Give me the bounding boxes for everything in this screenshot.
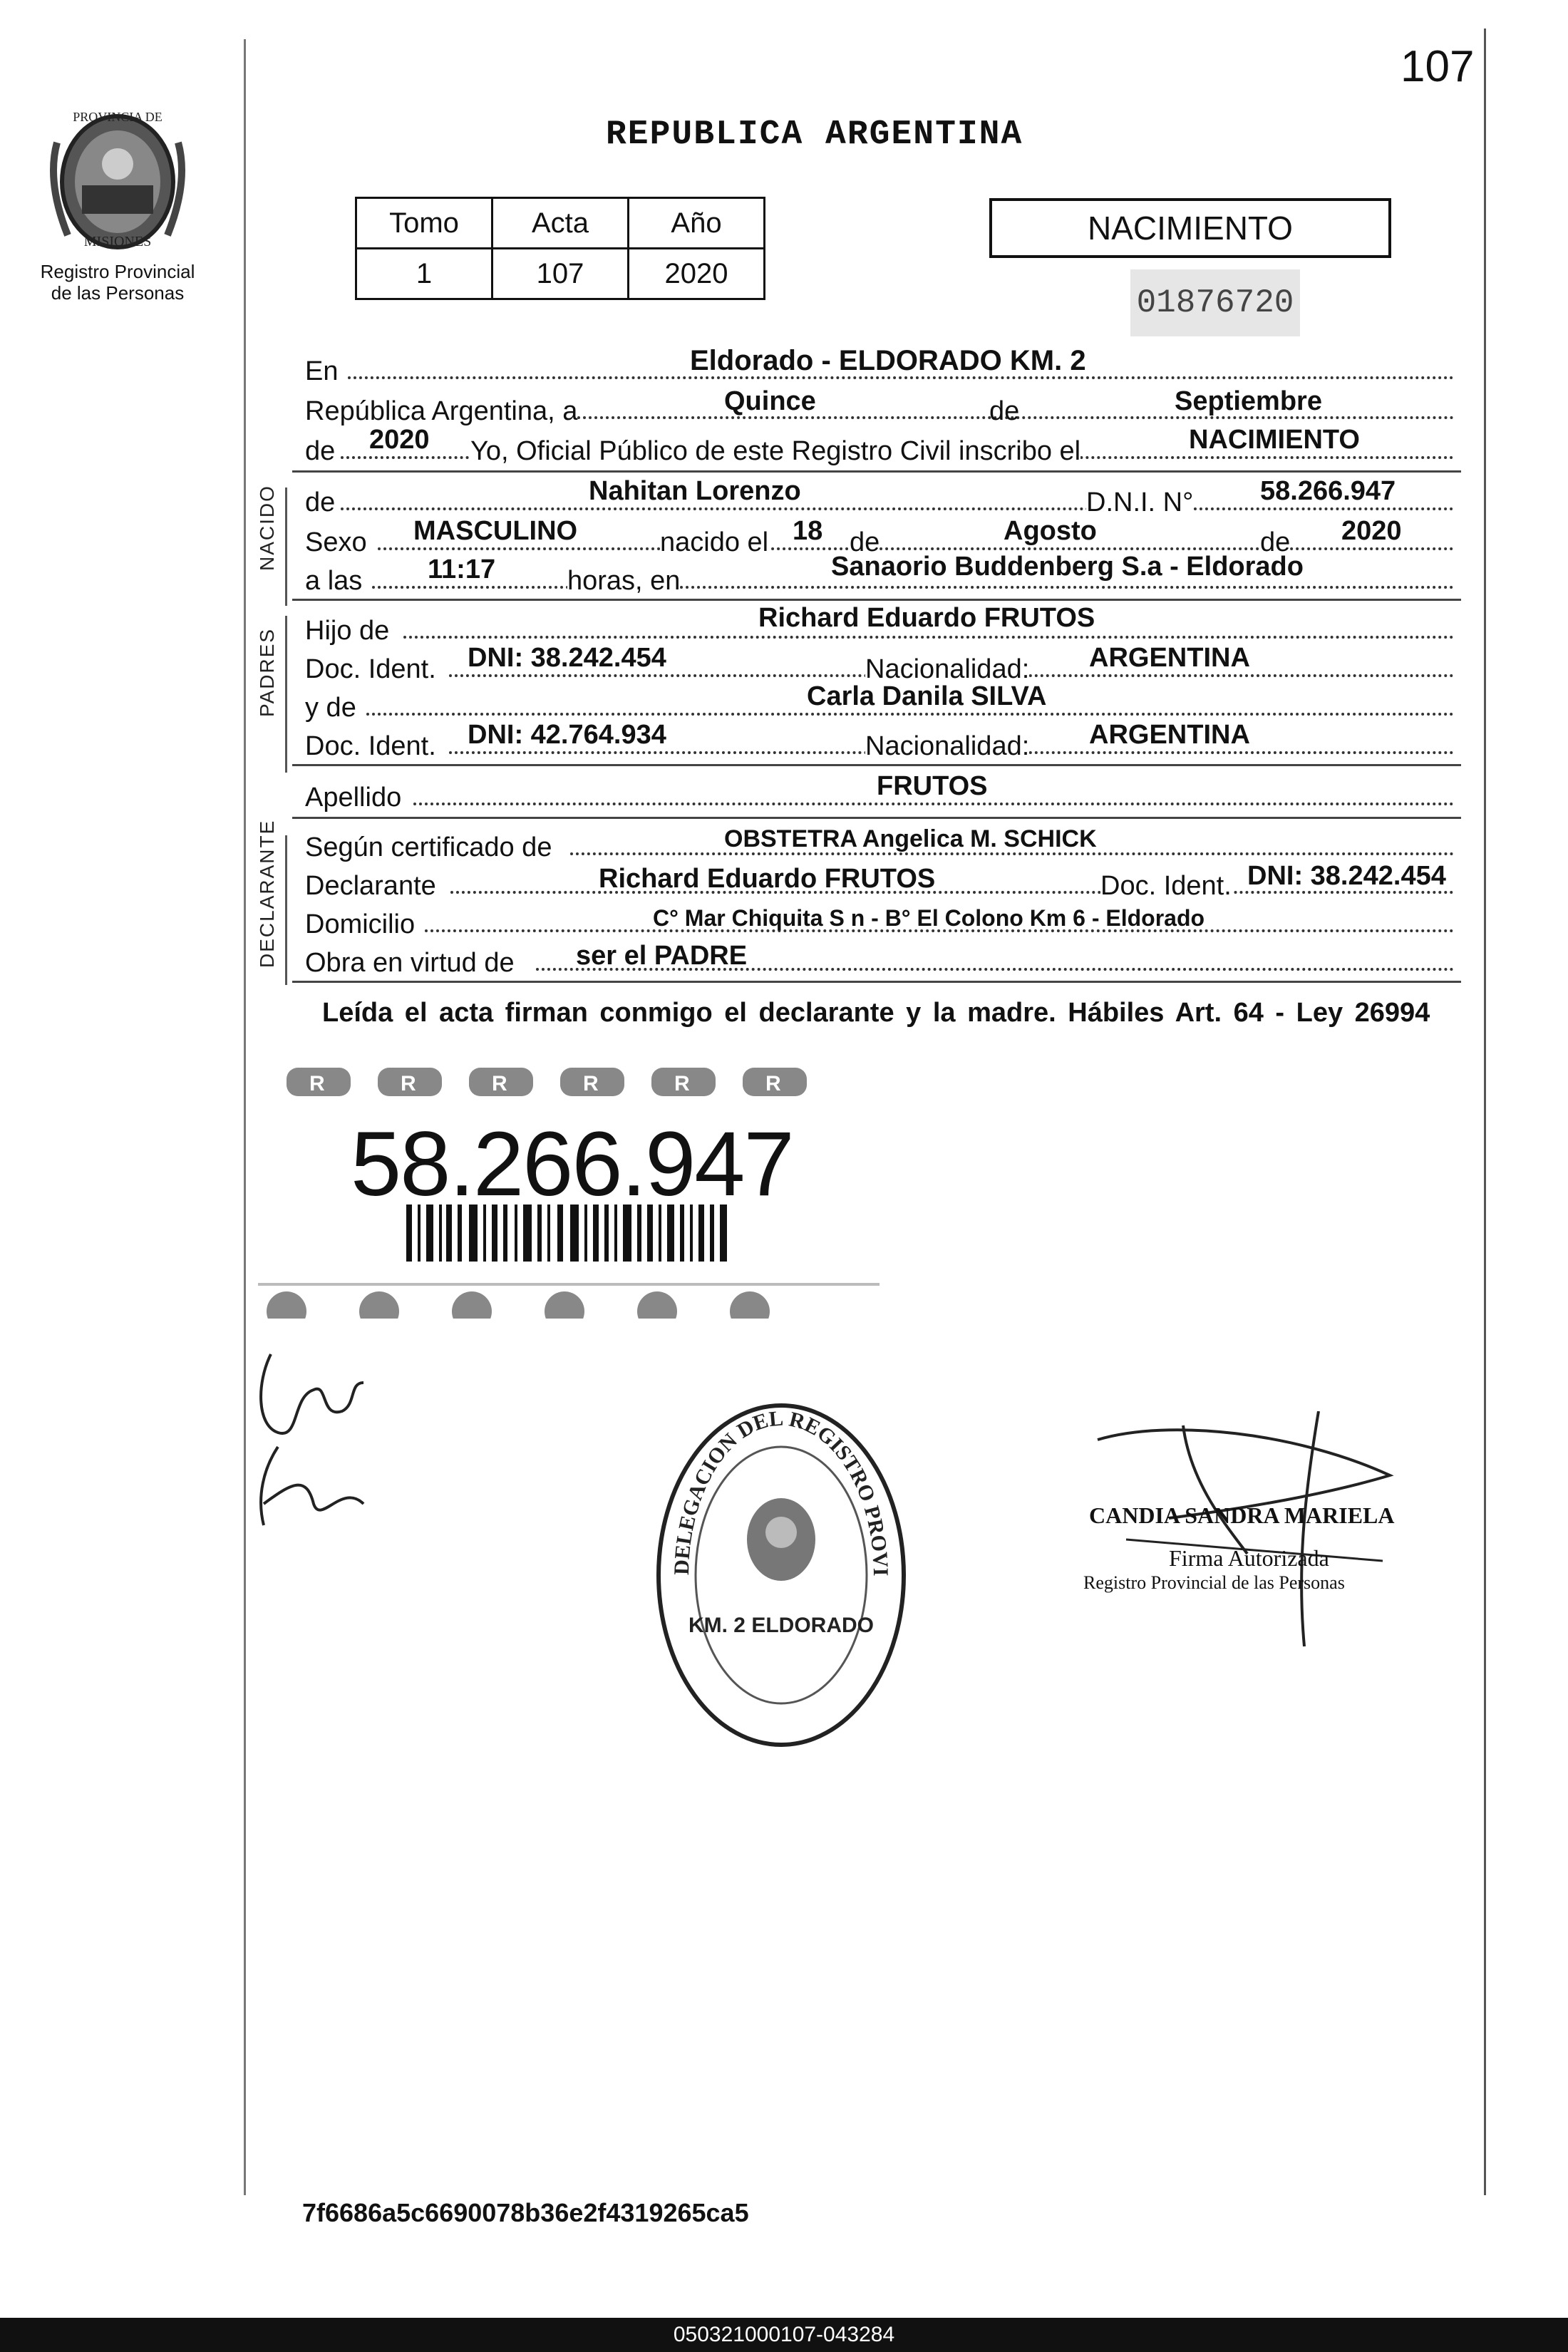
nacido-name: Nahitan Lorenzo: [589, 476, 801, 506]
father-nationality: ARGENTINA: [1089, 643, 1250, 673]
table-header-tomo: Tomo: [356, 198, 492, 249]
mother-nat-label: Nacionalidad:: [865, 731, 1030, 761]
padres-section-label: PADRES: [256, 627, 278, 717]
mother-name: Carla Danila SILVA: [807, 681, 1047, 711]
record-type-box: NACIMIENTO: [989, 198, 1391, 258]
serial-stamp: 01876720: [1130, 269, 1300, 336]
segun-label: Según certificado de: [305, 832, 552, 862]
sexo-value: MASCULINO: [413, 516, 578, 546]
dni-sticker: [258, 1055, 880, 1319]
day-value: Quince: [724, 386, 816, 416]
dotted-line: [378, 547, 1454, 550]
father-doc-label: Doc. Ident.: [305, 654, 436, 684]
section-rule: [292, 764, 1461, 766]
de2-label: de: [305, 436, 336, 466]
father-doc: DNI: 38.242.454: [468, 643, 666, 673]
birth-month: Agosto: [1004, 516, 1097, 546]
table-value-anio: 2020: [629, 249, 765, 299]
sexo-label: Sexo: [305, 527, 367, 557]
declarant-signature: [249, 1340, 378, 1539]
mother-nationality: ARGENTINA: [1089, 720, 1250, 750]
domicilio-value: C° Mar Chiquita S n - B° El Colono Km 6 - Eldorado: [653, 905, 1205, 931]
logo-bottom-text: MISIONES: [83, 234, 152, 249]
declarante-section-label: DECLARANTE: [256, 819, 278, 968]
dotted-line: [341, 507, 1454, 510]
svg-text:R: R: [674, 1072, 690, 1095]
official-org: Registro Provincial de las Personas: [1083, 1572, 1345, 1593]
section-rule: [292, 817, 1461, 819]
left-margin-line: [244, 39, 246, 2195]
registry-seal: [646, 1397, 917, 1753]
mother-doc: DNI: 42.764.934: [468, 720, 666, 750]
dotted-line: [366, 713, 1454, 716]
nacido-de-label: de: [305, 488, 336, 517]
registry-org-line1: Registro Provincial: [40, 261, 195, 282]
document-hash: 7f6686a5c6690078b36e2f4319265ca5: [302, 2198, 749, 2227]
dni-value: 58.266.947: [1260, 476, 1396, 506]
en-value: Eldorado - ELDORADO KM. 2: [690, 345, 1086, 376]
birth-time: 11:17: [428, 555, 496, 584]
table-value-tomo: 1: [356, 249, 492, 299]
footer-code: 050321000107-043284: [673, 2323, 895, 2346]
year-value: 2020: [369, 425, 430, 455]
month-value: Septiembre: [1175, 386, 1322, 416]
registry-org-name: [21, 261, 214, 304]
nacido-el-label: nacido el: [660, 527, 769, 557]
segun-value: OBSTETRA Angelica M. SCHICK: [724, 825, 1097, 852]
mother-doc-label: Doc. Ident.: [305, 731, 436, 761]
declarante-name: Richard Eduardo FRUTOS: [599, 864, 936, 894]
birth-de-label: de: [850, 527, 880, 557]
table-header-anio: Año: [629, 198, 765, 249]
dotted-line: [372, 586, 1454, 589]
record-table: [355, 197, 765, 300]
footer-bar: [0, 2318, 1568, 2352]
svg-text:R: R: [583, 1072, 599, 1095]
oficial-text: Yo, Oficial Público de este Registro Civil inscribo el: [470, 436, 1081, 466]
de-label: de: [989, 396, 1020, 426]
nacido-bracket: [285, 488, 287, 606]
en-label: En: [305, 356, 339, 386]
table-header-acta: Acta: [492, 198, 629, 249]
nacido-section-label: NACIDO: [256, 485, 278, 571]
declarante-doc: DNI: 38.242.454: [1247, 861, 1446, 891]
closing-text: Leída el acta firman conmigo el declarante y la madre. Hábiles Art. 64 - Ley 26994: [322, 998, 1430, 1028]
obra-label: Obra en virtud de: [305, 948, 515, 978]
logo-top-text: PROVINCIA DE: [73, 110, 163, 124]
yde-label: y de: [305, 693, 356, 723]
birth-place: Sanaorio Buddenberg S.a - Eldorado: [831, 552, 1304, 582]
hijo-label: Hijo de: [305, 616, 390, 646]
domicilio-label: Domicilio: [305, 909, 416, 939]
right-margin-line: [1484, 29, 1486, 2195]
seal-inner-text: KM. 2 ELDORADO: [688, 1614, 875, 1637]
table-value-acta: 107: [492, 249, 629, 299]
birth-year: 2020: [1341, 516, 1402, 546]
horas-label: horas, en: [567, 566, 681, 596]
republica-label: República Argentina, a: [305, 396, 578, 426]
sticker-dni-number: 58.266.947: [351, 1113, 793, 1215]
apellido-label: Apellido: [305, 783, 402, 813]
apellido-value: FRUTOS: [877, 771, 988, 801]
declarante-doc-label: Doc. Ident.: [1100, 871, 1232, 901]
father-nat-label: Nacionalidad:: [865, 654, 1030, 684]
section-rule: [292, 599, 1461, 601]
province-logo: [39, 100, 196, 257]
svg-text:R: R: [765, 1072, 781, 1095]
svg-text:R: R: [309, 1072, 325, 1095]
seal-ring-text: DELEGACION DEL REGISTRO PROVI: [669, 1406, 893, 1577]
alas-label: a las: [305, 566, 363, 596]
svg-text:R: R: [401, 1072, 416, 1095]
official-name: CANDIA SANDRA MARIELA: [1089, 1502, 1395, 1528]
birth-de3-label: de: [1260, 527, 1291, 557]
registry-org-line2: de las Personas: [51, 282, 185, 304]
official-signature-scribble: [1083, 1411, 1418, 1654]
section-rule: [292, 470, 1461, 473]
declarante-bracket: [285, 835, 287, 985]
dni-label: D.N.I. N°: [1086, 488, 1194, 517]
svg-text:R: R: [492, 1072, 507, 1095]
birth-day: 18: [793, 516, 823, 546]
official-title: Firma Autorizada: [1169, 1545, 1329, 1571]
page-number: 107: [1401, 42, 1475, 91]
dotted-line: [403, 636, 1454, 639]
section-rule: [292, 981, 1461, 983]
document-title: REPUBLICA ARGENTINA: [606, 115, 1023, 154]
padres-bracket: [285, 616, 287, 773]
inscribo-value: NACIMIENTO: [1189, 425, 1360, 455]
dotted-line: [413, 803, 1454, 805]
father-name: Richard Eduardo FRUTOS: [758, 603, 1095, 633]
declarante-label: Declarante: [305, 871, 436, 901]
obra-value: ser el PADRE: [576, 941, 748, 971]
